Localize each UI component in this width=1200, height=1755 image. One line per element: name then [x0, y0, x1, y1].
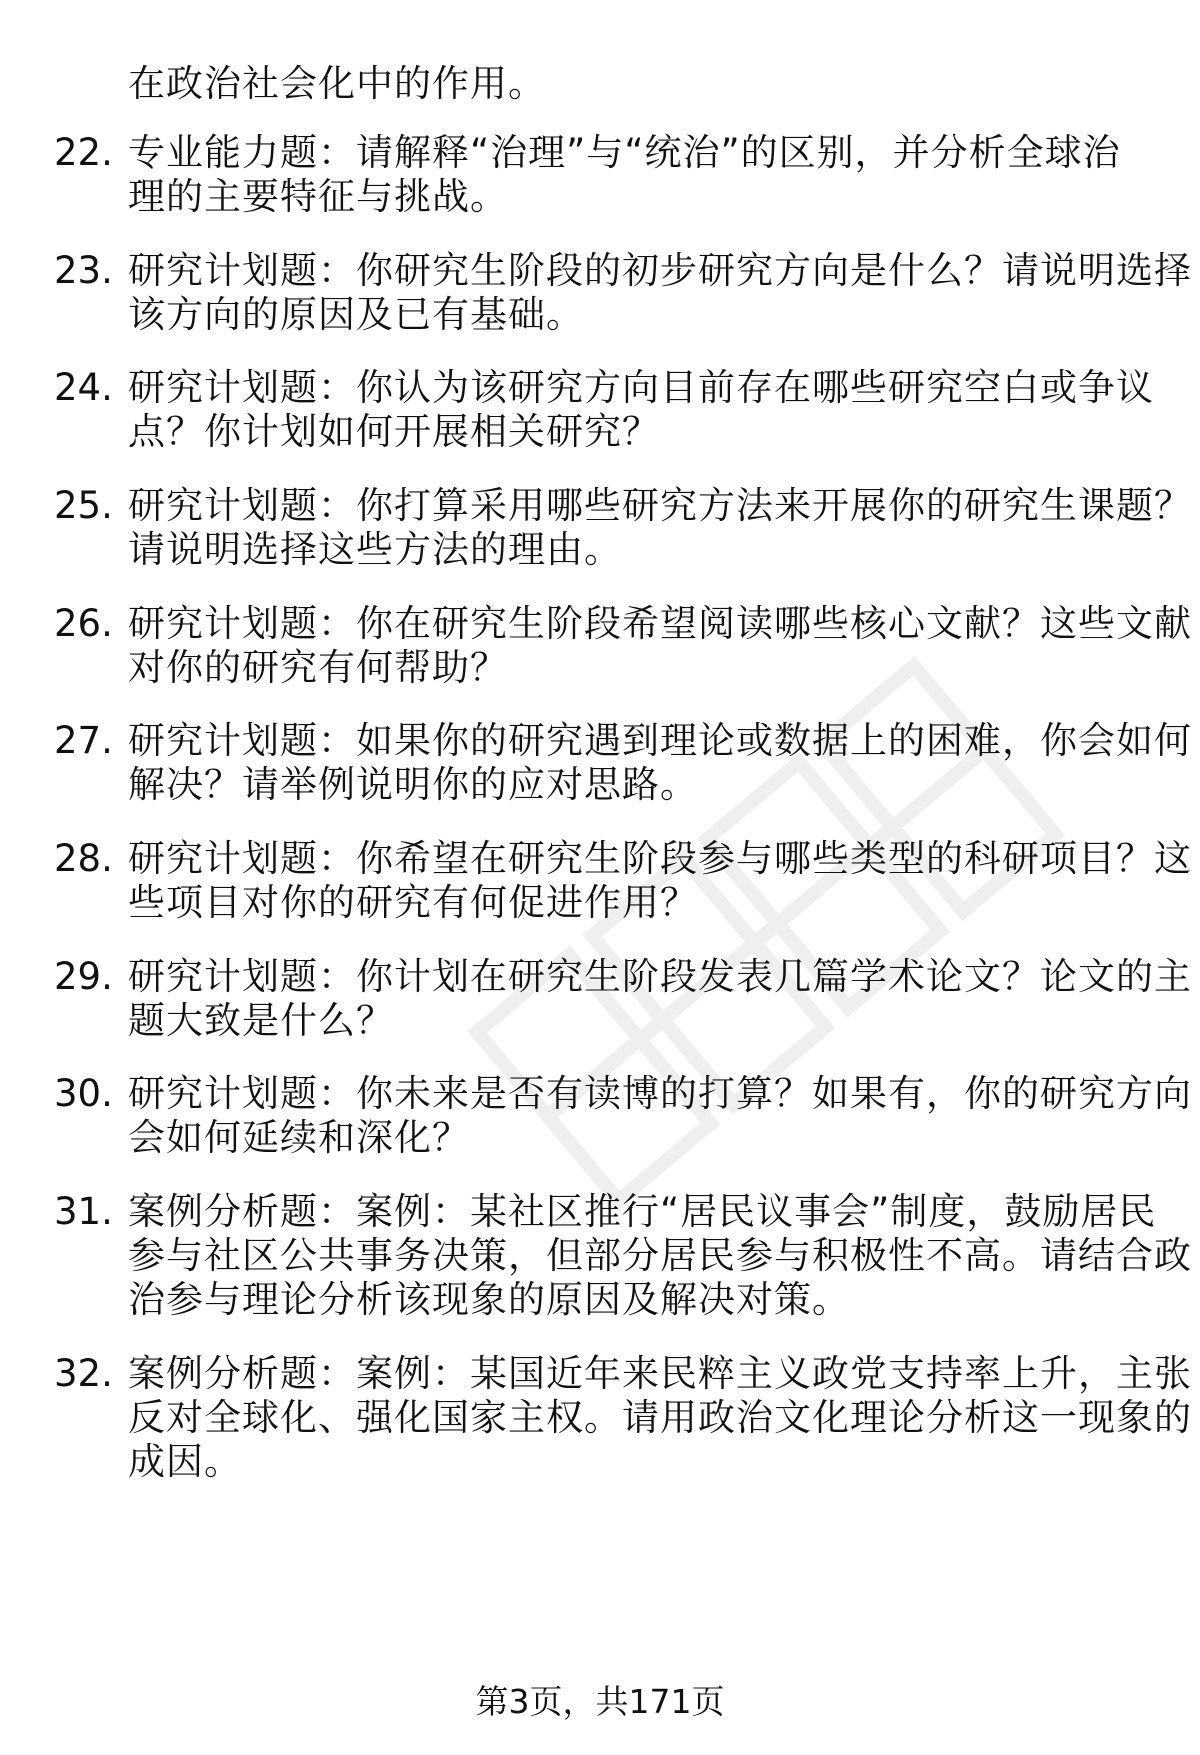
item-line: 研究计划题：你希望在研究生阶段参与哪些类型的科研项目？这: [128, 837, 1192, 880]
item-line: 治参与理论分析该现象的原因及解决对策。: [128, 1278, 850, 1321]
item-line: 研究计划题：你认为该研究方向目前存在哪些研究空白或争议: [128, 366, 1154, 409]
item-number: 24.: [54, 366, 113, 409]
item-line: 题大致是什么？: [128, 999, 394, 1042]
item-line: 专业能力题：请解释“治理”与“统治”的区别，并分析全球治: [128, 131, 1121, 174]
item-number: 25.: [54, 484, 113, 527]
item-line: 案例分析题：案例：某国近年来民粹主义政党支持率上升，主张: [128, 1352, 1192, 1395]
item-line: 研究计划题：你计划在研究生阶段发表几篇学术论文？论文的主: [128, 955, 1192, 998]
item-line: 研究计划题：你打算采用哪些研究方法来开展你的研究生课题？: [128, 484, 1192, 527]
item-line: 反对全球化、强化国家主权。请用政治文化理论分析这一现象的: [128, 1396, 1192, 1439]
item-line: 研究计划题：你在研究生阶段希望阅读哪些核心文献？这些文献: [128, 602, 1192, 645]
item-line: 会如何延续和深化？: [128, 1116, 470, 1159]
item-number: 28.: [54, 837, 113, 880]
item-line: 研究计划题：如果你的研究遇到理论或数据上的困难，你会如何: [128, 719, 1192, 762]
item-number: 23.: [54, 249, 113, 292]
item-number: 31.: [54, 1190, 113, 1233]
item-number: 29.: [54, 955, 113, 998]
item-line: 研究计划题：你未来是否有读博的打算？如果有，你的研究方向: [128, 1072, 1192, 1115]
item-number: 32.: [54, 1352, 113, 1395]
item-line: 成因。: [128, 1440, 242, 1483]
item-number: 27.: [54, 719, 113, 762]
item-line: 该方向的原因及已有基础。: [128, 293, 584, 336]
continuation-line: 在政治社会化中的作用。: [128, 62, 546, 105]
item-number: 30.: [54, 1072, 113, 1115]
item-line: 案例分析题：案例：某社区推行“居民议事会”制度，鼓励居民: [128, 1190, 1157, 1233]
item-line: 请说明选择这些方法的理由。: [128, 528, 622, 571]
item-line: 些项目对你的研究有何促进作用？: [128, 881, 698, 924]
item-line: 解决？请举例说明你的应对思路。: [128, 763, 698, 806]
item-line: 研究计划题：你研究生阶段的初步研究方向是什么？请说明选择: [128, 249, 1192, 292]
item-line: 点？你计划如何开展相关研究？: [128, 410, 660, 453]
item-number: 22.: [54, 131, 113, 174]
item-number: 26.: [54, 602, 113, 645]
item-line: 对你的研究有何帮助？: [128, 646, 508, 689]
item-line: 理的主要特征与挑战。: [128, 175, 508, 218]
item-line: 参与社区公共事务决策，但部分居民参与积极性不高。请结合政: [128, 1234, 1192, 1277]
page-footer: 第3页，共171页: [475, 1682, 725, 1721]
